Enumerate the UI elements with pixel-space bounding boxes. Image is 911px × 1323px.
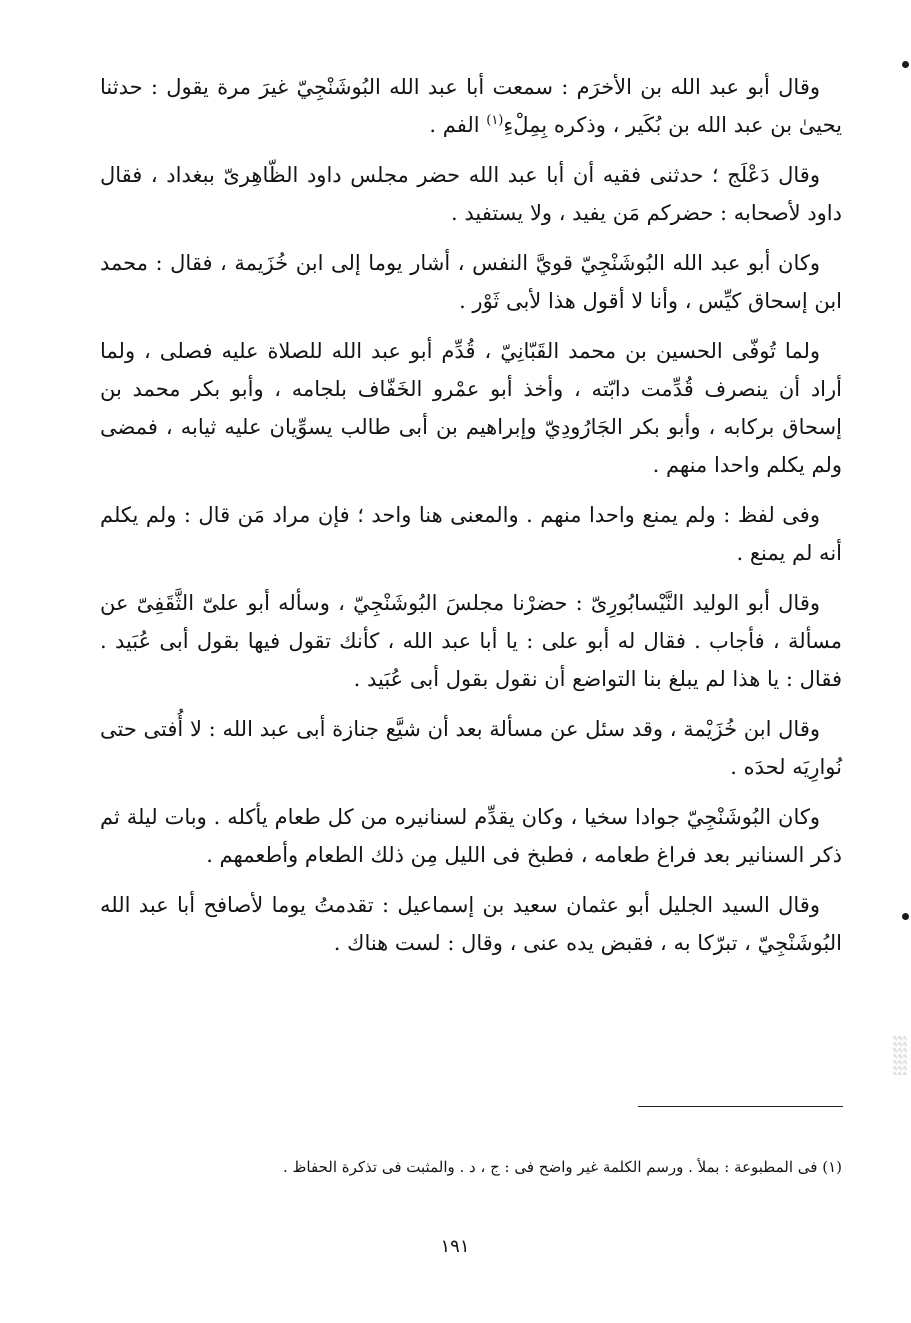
paragraph-1 [100,68,842,144]
paragraph-1-text-before: وقال أبو عبد الله بن الأخرَم : سمعت أبا عبد الله البُوشَنْجِيّ غيرَ مرة يقول : حدثنا يحيىٰ بن عبد الله بن بُكَير ، وذكره بِمِلْءِ [100,75,842,137]
paragraph-8: وكان البُوشَنْجِيّ جوادا سخيا ، وكان يقدِّم لسنانيره من كل طعام يأكله . وبات ليلة ثم ذكر السنانير بعد فراغ طعامه ، فطبخ فى الليل مِن ذلك الطعام وأطعمهم . [100,805,842,867]
margin-dot-middle [902,913,909,920]
paragraph-6: وقال أبو الوليد النَّيْسابُورِىّ : حضرْنا مجلسَ البُوشَنْجِيّ ، وسأله أبو علىّ الثَّقَفِىّ عن مسألة ، فأجاب . فقال له أبو على : يا أبا عبد الله ، كأنك تقول فيها بقول أبى عُبَيد . فقال : يا هذا لم يبلغ بنا التواضع أن نقول بقول أبى عُبَيد . [100,591,842,691]
paragraph-4: ولما تُوفّى الحسين بن محمد القَبّانِيّ ، قُدِّم أبو عبد الله للصلاة عليه فصلى ، ولما أراد أن ينصرف قُدِّمت دابّته ، وأخذ أبو عمْرو الخَفّاف بلجامه ، وأبو بكر محمد بن إسحاق بركابه ، وأبو بكر الجَارُودِيّ وإبراهيم بن أبى طالب يسوِّيان عليه ثيابه ، فمضى ولم يكلم واحدا منهم . [100,339,842,477]
paragraph-2: وقال دَعْلَج ؛ حدثنى فقيه أن أبا عبد الله حضر مجلس داود الظّاهِرىّ ببغداد ، فقال داود لأصحابه : حضركم مَن يفيد ، ولا يستفيد . [100,163,842,225]
paragraph-7: وقال ابن خُزَيْمة ، وقد سئل عن مسألة بعد أن شيَّع جنازة أبى عبد الله : لا أُفتى حتى نُوارِيَه لحدَه . [100,717,842,779]
paragraph-9: وقال السيد الجليل أبو عثمان سعيد بن إسماعيل : تقدمتُ يوما لأصافح أبا عبد الله البُوشَنْجِيّ ، تبرّكا به ، فقبض يده عنى ، وقال : لست هناك . [100,893,842,955]
paragraph-3: وكان أبو عبد الله البُوشَنْجِيّ قويَّ النفس ، أشار يوما إلى ابن خُزَيمة ، فقال : محمد ابن إسحاق كيِّس ، وأنا لا أقول هذا لأبى ثَوْر . [100,251,842,313]
footnote-1: (١) فى المطبوعة : بملأ . ورسم الكلمة غير واضح فى : ج ، د . والمثبت فى تذكرة الحفاظ . [283,1158,842,1176]
paragraph-5: وفى لفظ : ولم يمنع واحدا منهم . والمعنى هنا واحد ؛ فإن مراد مَن قال : ولم يكلم أنه لم يمنع . [100,503,842,565]
paragraph-1-text-after: الفم . [429,113,487,137]
scan-speckle [893,1035,907,1075]
margin-dot-top [902,61,909,68]
page-number: ١٩١ [440,1236,470,1257]
footnote-reference-1: (١) [486,113,504,128]
main-text [100,68,842,974]
footnote-separator [638,1106,843,1107]
